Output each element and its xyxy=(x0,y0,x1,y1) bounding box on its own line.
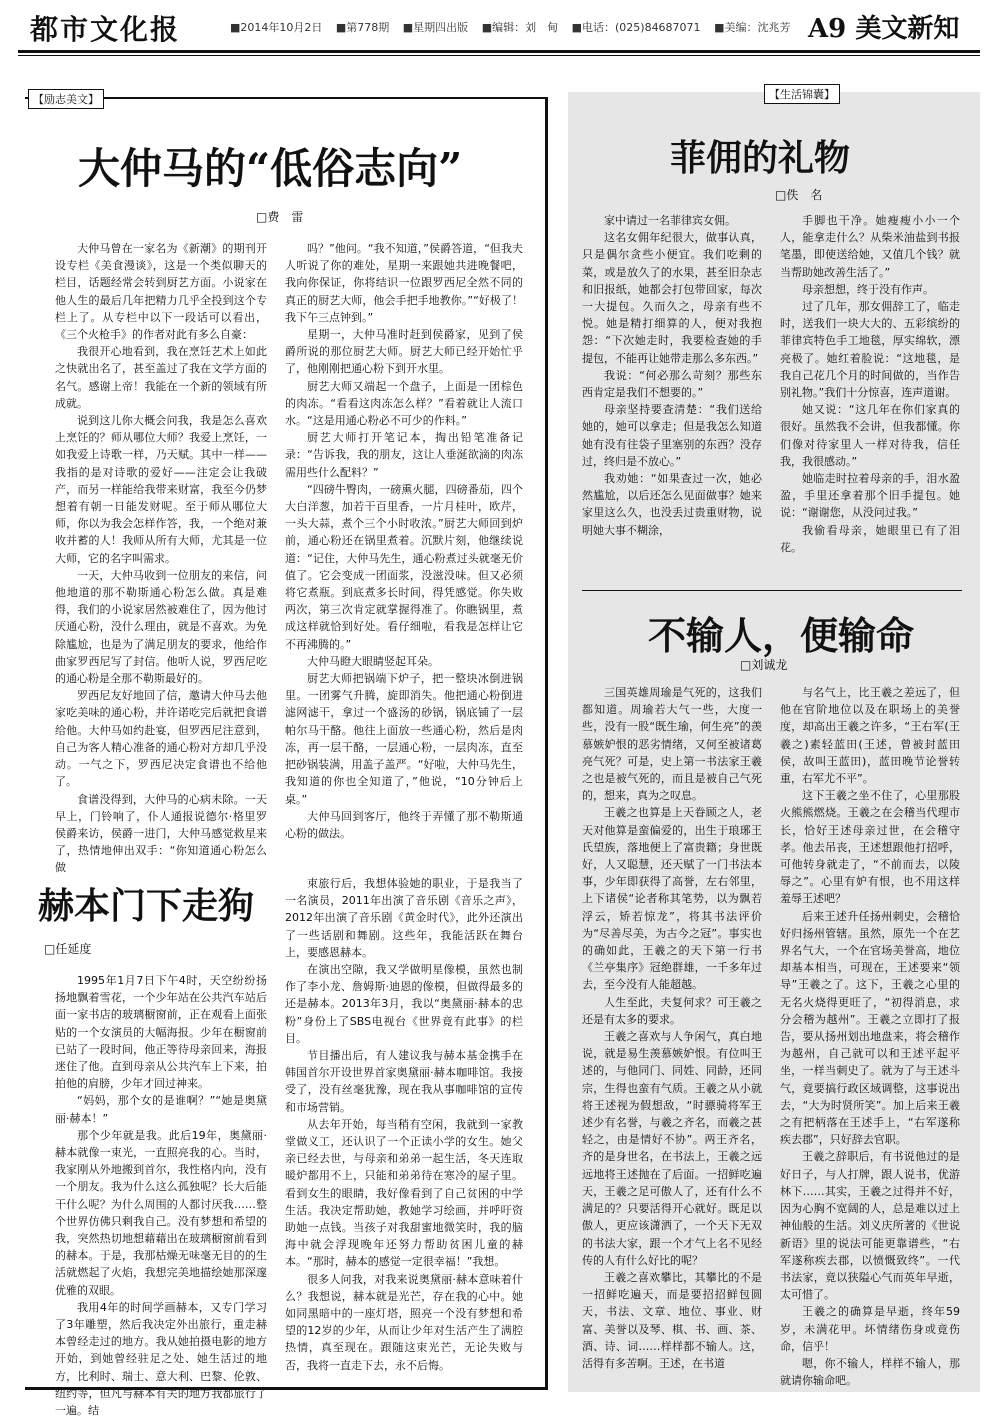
paragraph: 母亲坚持要查清楚：“我们送给她的，她可以拿走；但是我怎么知道她有没有往袋子里塞别的东西？没存过，终归是不放心。” xyxy=(582,403,762,468)
masthead-rule-thin xyxy=(18,55,980,56)
paragraph: “四磅牛臀肉，一磅熏火腿，四磅番茄，四个大白洋葱，加若干百里香，一片月桂叶，欧芹，一头大蒜，煮个三个小时收浓。”厨艺大师回到炉前，通心粉还在锅里煮着。沉默片刻，他继续说道：“记住，大仲马先生，通心粉煮过头就毫无价值了。它会变成一团面浆，没滋没味。但又必须将它煮瓶。到底煮多长时间，得凭感觉。你失败两次，第三次肯定就掌握得准了。你瞧锅里，煮成这样就恰到好处。看仔细啦，看我是怎样让它不再沸腾的。” xyxy=(285,482,523,651)
paragraph: 一天，大仲马收到一位朋友的来信，问他地道的那不勒斯通心粉怎么做。真是难得，我们的小说家居然被难住了，因为他讨厌通心粉，没什么理由，就是不喜欢。为免除尴尬，也是为了满足朋友的要求，他给作曲家罗西尼写了封信。他听人说，罗西尼吃的通心粉是全那不勒斯最好的。 xyxy=(55,568,267,686)
paragraph: 这下王羲之坐不住了，心里那股火熊熊燃烧。王羲之在会稽当代理市长，恰好王述母亲过世，在会稽守孝。他去吊丧，王述想跟他打招呼，可他转身就走了，“不前而去，以陵辱之”。心里有妒有恨，也不用这样羞辱王述吧？ xyxy=(780,789,960,906)
paragraph: 三国英雄周瑜是气死的，这我们都知道。周瑜若大气一些，大度一些，没有一股“既生瑜，何生亮”的羡慕嫉妒恨的恶劣情绪，又何至被诸葛亮气死？可是，史上第一书法家王羲之也是被气死的，而且是被自己气死的，想来，真为之叹息。 xyxy=(582,686,762,803)
paragraph: 嗯，你不输人，样样不输人，那就请你输命吧。 xyxy=(780,1356,960,1388)
article-column xyxy=(780,684,960,1388)
paragraph: 很多人问我，对我来说奥黛丽·赫本意味着什么？我想说，赫本就是光芒，存在我的心中。她如同黑暗中的一座灯塔，照亮一个没有梦想和希望的12岁的少年，从而让少年对生活产生了满腔热情，真至现在。跟随这束光芒，无论失败与否，我将一直走下去，永不后悔。 xyxy=(285,1272,523,1372)
paragraph: 手脚也干净。她瘦瘦小小一个人，能拿走什么？从柴米油盐到书报笔墨，即使送给她，又值几个钱？就当帮助她改善生活了。” xyxy=(780,214,960,279)
masthead-info xyxy=(230,19,800,35)
page-label: A9 美文新知 xyxy=(808,14,960,44)
article-title: 不输人，便输命 xyxy=(648,613,915,658)
article-byline: □佚 名 xyxy=(775,188,823,202)
paragraph: 王羲之喜欢攀比，其攀比的不是一招鲜吃遍天，而是要招招鲜包圆天，书法、文章、地位、事业、财富、美誉以及琴、棋、书、画、茶、酒、诗、词……样样都不输人。这，活得有多苦啊。王述，在书道 xyxy=(582,1270,762,1370)
paragraph: 从去年开始，每当稍有空闲，我就到一家教堂做义工，还认识了一个正读小学的女生。她父亲已经去世，与母亲和弟弟一起生活，冬天连取暖炉都用不上，只能和弟弟待在寒冷的屋子里。看到女生的眼睛，我好像看到了自己贫困的中学生活。我决定帮助她，教她学习绘画，并呼吁资助她一点钱。当孩子对我甜蜜地微笑时，我的脑海中就会浮现晚年还努力帮助贫困儿童的赫本。“那时，赫本的感觉一定很幸福！”我想。 xyxy=(285,1117,523,1269)
paragraph: 她又说：“这几年在你们家真的很好。虽然我不会讲，但我都懂。你们像对待家里人一样对待我，信任我，我很感动。” xyxy=(780,403,960,468)
article-title: 赫本门下走狗 xyxy=(38,885,255,927)
article-divider xyxy=(582,590,962,591)
paragraph: 这名女佣年纪很大，做事认真，只是偶尔贪些小便宜。我们吃剩的菜，或是放久了的水果，甚至旧杂志和旧报纸，她都会打包带回家，每次一大提包。久而久之，母亲有些不悦。她是精打细算的人，便对我抱怨：“下次她走时，我要检查她的手提包，不能再让她带走那么多东西。” xyxy=(582,231,762,365)
paragraph: 家中请过一名菲律宾女佣。 xyxy=(604,214,736,227)
paragraph: 食谱没得到，大仲马的心病未除。一天早上，门铃响了，仆人通报说德尔·格里罗侯爵来访，侯爵一进门，大仲马感觉救星来了，热情地伸出双手：“你知道通心粉怎么做 xyxy=(55,792,267,875)
paragraph: 吗？”他问。“我不知道，”侯爵答道，“但我夫人听说了你的难处，星期一来跟她共进晚餐吧，我向你保证，你将结识一位跟罗西尼全然不同的真正的厨艺大师，他会手把手地教你。”“好极了！我下午三点钟到。” xyxy=(285,242,523,324)
article-byline: □任延度 xyxy=(44,942,92,956)
article-column xyxy=(55,240,267,875)
paragraph: 节目播出后，有人建议我与赫本基金携手在韩国首尔开设世界首家奥黛丽·赫本咖啡馆。我接受了，没有丝毫犹豫，现在我从事咖啡馆的宣传和市场营销。 xyxy=(285,1049,523,1114)
paragraph: 星期一，大仲马准时赶到侯爵家，见到了侯爵所说的那位厨艺大师。厨艺大师已经开始忙乎了，他刚刚把通心粉下到开水里。 xyxy=(285,328,523,376)
paragraph: 过了几年，那女佣辞工了，临走时，送我们一块大大的、五彩缤纷的菲律宾特色手工地毯，厚实绵软，漂亮极了。她红着脸说：“这地毯，是我自己花几个月的时间做的，当作告别礼物。”我们十分惊喜，连声道谢。 xyxy=(780,300,960,400)
newspaper-logo: 都市文化报 xyxy=(30,13,181,46)
masthead-rule xyxy=(18,50,980,53)
paragraph: 束旅行后，我想体验她的职业，于是我当了一名演员，2011年出演了音乐剧《音乐之声》，2012年出演了音乐剧《黄金时代》，此外还演出了一些话剧和舞剧。这些年，我能活跃在舞台上，要感恩赫本。 xyxy=(285,877,523,959)
paragraph: 1995年1月7日下午4时，天空纷纷扬扬地飘着雪花，一个少年站在公共汽车站后面一家书店的玻璃橱窗前，正在观看上面张贴的一个女演员的大幅海报。少年在橱窗前已站了一段时间，他正等待母亲回来，海报迷住了他。直到母亲从公共汽车上下来，拍拍他的肩膀，少年才回过神来。 xyxy=(55,974,267,1091)
article-column xyxy=(285,240,523,840)
paragraph: 大仲马瞪大眼睛竖起耳朵。 xyxy=(307,654,439,668)
paragraph: 王羲之喜欢与人争闲气，真白地说，就是易生羡慕嫉妒恨。有位叫王述的，与他同门、同姓、同龄，还同宗，生得也蛮有气质。王羲之从小就将王述视为假想敌，“时骠骑将军王述少有名誉，与羲之齐名，而羲之甚轻之，由是情好不协”。两王齐名，齐的是身世名，在书法上，王羲之远远地将王述抛在了后面。一招鲜吃遍天，王羲之足可傲人了，还有什么不满足的？只要活得开心就好。既足以傲人，更应该潇洒了，一个天下无双的书法大家，跟一个才气上名不见经传的人有什么好比的呢？ xyxy=(582,1030,762,1267)
paragraph: 厨艺大师打开笔记本，掏出铅笔准备记录：“告诉我，我的朋友，这让人垂涎欲滴的肉冻需用些什么配料？” xyxy=(285,431,523,479)
section-tag-right: 【生活锦囊】 xyxy=(764,84,840,104)
paragraph: 说到这儿你大概会问我，我是怎么喜欢上烹饪的？师从哪位大师？我爱上烹饪，一如我爱上诗歌一样，乃天赋。其中一样——我指的是对诗歌的爱好——注定会让我破产，而另一样能给我带来财富，我至今仍梦想着有朝一日能发财呢。至于师从哪位大师，你以为我会怎样作答，我，一个绝对兼收并蓄的人！我师从所有大师，尤其是一位大师，它的名字叫需求。 xyxy=(55,414,267,565)
paragraph: “妈妈，那个女的是谁啊？”“她是奥黛丽·赫本！” xyxy=(55,1094,267,1125)
phone: ■电话：(025)84687071 xyxy=(571,21,701,34)
article-column xyxy=(55,972,267,1418)
paragraph: 我用4年的时间学画赫本，又专门学习了3年雕塑，然后我决定外出旅行，重走赫本曾经走过的地方。我从她拍摄电影的地方开始，到她曾经驻足之处、她生活过的地方，比利时、瑞士、意大利、巴黎、伦敦、纽约等，但凡与赫本有关的地方我都旅行了一遍。结 xyxy=(55,1300,267,1418)
article-byline: □刘诚龙 xyxy=(740,658,788,672)
paragraph: 罗西尼友好地回了信，邀请大仲马去他家吃美味的通心粉，并许诺吃完后就把食谱给他。大仲马如约赴宴，但罗西尼注意到，自己为客人精心准备的通心粉对方却几乎没动。一气之下，罗西尼决定食谱也不给他了。 xyxy=(55,689,267,789)
paragraph: 我偷看母亲，她眼里已有了泪花。 xyxy=(780,523,960,554)
article-column xyxy=(285,875,523,1377)
issue-date: ■2014年10月2日 xyxy=(230,21,323,34)
paragraph: 她临走时拉着母亲的手，泪水盈盈，手里还拿着那个旧手提包。她说：“谢谢您，从没问过我。” xyxy=(780,472,960,520)
article-column xyxy=(780,212,960,577)
paragraph: 厨艺大师把锅端下炉子，把一整块冰倒进锅里。一团雾气升腾，旋即消失。他把通心粉倒进滤网滤干，拿过一个盛汤的砂锅，锅底铺了一层帕尔马干酪。他往上面放一些通心粉，然后是肉冻，再一层干酪，一层通心粉，一层肉冻，直至把砂锅装满，用盖子盖严。“好啦，大仲马先生，我知道的你也全知道了，”他说，“10分钟后上桌。” xyxy=(285,672,523,806)
issue-number: ■第778期 xyxy=(335,21,390,34)
article-title: 菲佣的礼物 xyxy=(670,137,851,179)
paragraph: 大仲马回到客厅，他终于弄懂了那不勒斯通心粉的做法。 xyxy=(285,809,523,840)
paragraph: 在演出空隙，我又学做明星像模，虽然也制作了李小龙、詹姆斯·迪恩的像模，但做得最多的还是赫本。2013年3月，我以“奥黛丽·赫本的忠粉”身份上了SBS电视台《世界竟有此事》的栏目。 xyxy=(285,963,523,1045)
paragraph: 与名气上，比王羲之差远了，但他在官阶地位以及在职场上的美誉度，却高出王羲之许多，“王右军(王羲之)素轻蓝田(王述，曾被封蓝田侯，故叫王蓝田)，蓝田晚节论誉转重，右军尤不平”。 xyxy=(780,686,960,786)
paragraph: 人生至此，夫复何求？可王羲之还是有太多的要求。 xyxy=(582,995,762,1026)
paragraph: 那个少年就是我。此后19年，奥黛丽·赫本就像一束光，一直照亮我的心。当时，我家刚从外地搬到首尔，我性格内向，没有一个朋友。我为什么这么孤独呢？长大后能干什么呢？为什么周围的人都讨厌我……整个世界仿佛只剩我自己。没有梦想和希望的我，突然热切地想藉藉出在玻璃橱窗前看到的赫本。于是，我那枯燥无味毫无目的的生活就燃起了火焰，我想完美地描绘她那深邃优雅的双眼。 xyxy=(55,1128,267,1297)
editor: ■编辑：刘 甸 xyxy=(481,21,559,34)
designer: ■美编：沈兆芳 xyxy=(714,21,791,34)
weekday: ■星期四出版 xyxy=(402,21,469,34)
paragraph: 母亲想想，终于没有作声。 xyxy=(802,282,934,296)
paragraph: 我说：“何必那么苛刻？那些东西肯定是我们不想要的。” xyxy=(582,368,762,400)
article-title: 大仲马的“低俗志向” xyxy=(78,144,463,193)
paragraph: 厨艺大师又端起一个盘子，上面是一团棕色的肉冻。“看看这肉冻怎么样？”看着就让人流口水。“这是用通心粉必不可少的作料。” xyxy=(285,379,523,428)
paragraph: 王羲之的确算是早逝，终年59岁，未满花甲。坏情绪伤身或竟伤命，信乎！ xyxy=(780,1305,960,1353)
section-tag-left: 【励志美文】 xyxy=(28,89,104,109)
article-column xyxy=(582,684,762,1384)
article-column xyxy=(582,212,762,577)
paragraph: 大仲马曾在一家名为《新潮》的期刊开设专栏《美食漫谈》，这是一个类似聊天的栏目，话题经常会转到厨艺方面。小说家在他人生的最后几年把精力几乎全投到这个专栏上了。从专栏中以下一段话可以看出，《三个火枪手》的作者对此有多么自豪： xyxy=(55,242,267,342)
paragraph: 我很开心地看到，我在烹饪艺术上如此之快就出名了，甚至盖过了我在文学方面的名气。感谢上帝！我能在一个新的领域有所成就。 xyxy=(55,345,267,410)
paragraph: 王羲之也算是上天眷顾之人，老天对他算是蛮偏爱的，出生于琅琊王氏望族，落地便上了富贵籍；身世既好，人又聪慧，还天赋了一门书法本事，少年即获得了高誉，左右邻里，上下诸侯“论者称其笔势，以为飘若浮云，矫若惊龙”，将其书法评价为“尽善尽美，为古今之冠”。事实也的确如此，王羲之的天下第一行书《兰亭集序》冠绝群雄，一千多年过去，至今没有人能超越。 xyxy=(582,806,762,992)
article-byline: □费 雷 xyxy=(256,210,304,224)
paragraph: 王羲之辞职后，有书说他过的是好日子，与人打牌，跟人说书，优游林下……其实，王羲之过得并不好，因为心胸不宽阔的人，总是难以过上神仙般的生活。刘义庆所著的《世说新语》里的说法可能更靠谱些，“右军遂称疾去郡，以愤慨致终”。一代书法家，竟以狭隘心气而英年早逝，太可惜了。 xyxy=(780,1150,960,1302)
paragraph: 后来王述升任扬州刺史，会稽恰好归扬州管辖。虽然，原先一个在艺界名气大，一个在官场美誉高，地位却基本相当，可现在，王述要来“领导”王羲之了。这下，王羲之心里的无名火烧得更旺了，“初得消息，求分会稽为越州”。王羲之立即打了报告，要从扬州划出地盘来，将会稽作为越州，自己就可以和王述平起平坐，一样当刺史了。就为了与王述斗气，竟要搞行政区域调整，这事说出去，“大为时贤所笑”。加上后来王羲之有把柄落在王述手上，“右军遂称疾去郡”，只好辞去官职。 xyxy=(780,909,960,1147)
paragraph: 我劝她：“如果查过一次，她必然尴尬，以后还怎么见面做事？她来家里这么久，也没丢过贵重财物，说明她大事不糊涂， xyxy=(582,472,762,537)
